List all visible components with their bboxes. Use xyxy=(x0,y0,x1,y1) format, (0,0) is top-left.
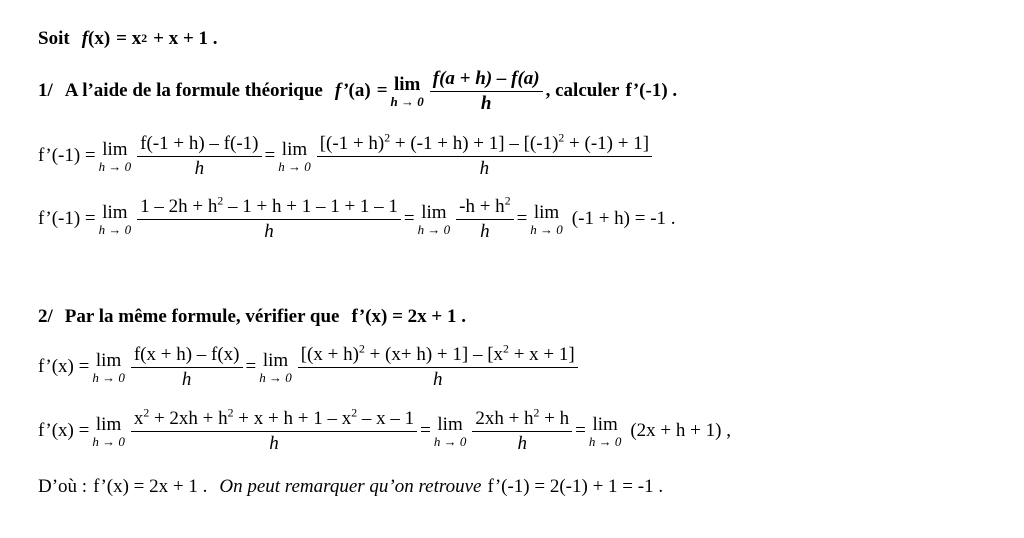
l2-eq: = xyxy=(403,208,415,230)
intro-rhs: = x xyxy=(116,28,142,49)
l4-limit-2: lim h → 0 xyxy=(433,413,467,449)
l2-result: (-1 + h) = -1 . xyxy=(571,208,676,230)
l2-eq-2: = xyxy=(516,208,528,230)
q2-text: Par la même formule, vérifier que xyxy=(64,306,340,327)
l1-limit-2: lim h → 0 xyxy=(278,138,311,174)
solution-line-1 xyxy=(38,133,655,180)
l4-eq-2: = xyxy=(575,420,586,442)
concl-remark: On peut remarquer qu’on retrouve xyxy=(219,476,482,497)
conclusion-line xyxy=(38,476,663,498)
l1-fraction-2: $\frac{[(-1 + h)^2 + (-1 + h) + 1] - [(-1)^2 + (-1) + 1]}{h}$ xyxy=(317,133,652,180)
q1-number: 1/ xyxy=(38,80,53,102)
question-2 xyxy=(38,306,466,328)
intro-soit: Soit xyxy=(38,28,70,49)
l4-fraction-2: $\frac{2xh + h^2 + h}{h}$ xyxy=(472,408,572,455)
l3-limit-2: lim h → 0 xyxy=(259,349,292,385)
q1-target: f’(-1) . xyxy=(625,80,678,102)
l3-eq: = xyxy=(245,356,257,378)
concl-check: f’(-1) = 2(-1) + 1 = -1 . xyxy=(487,476,664,497)
l3-fraction-2: $\frac{[(x + h)^2 + (x+ h) + 1] - [x^2 + x + 1]}{h}$ xyxy=(298,344,578,391)
l4-fraction-1: $\frac{x^2 + 2xh + h^2 + x + h + 1 - x^2 - x - 1}{h}$ xyxy=(131,408,417,455)
l2-limit: lim h → 0 xyxy=(98,201,132,237)
l2-lhs: f’(-1) = xyxy=(38,208,96,230)
l4-limit: lim h → 0 xyxy=(92,413,125,449)
l1-eq: = xyxy=(264,145,276,167)
l3-fraction-1: $\frac{f(x + h) - f(x)}{h}$ xyxy=(131,344,243,391)
q1-limit: lim h → 0 xyxy=(390,73,424,109)
l4-result: (2x + h + 1) , xyxy=(630,420,731,442)
concl-expr: f’(x) = 2x + 1 . xyxy=(93,476,208,497)
q2-expr: f’(x) = 2x + 1 . xyxy=(351,306,466,327)
l2-limit-3: lim h → 0 xyxy=(530,201,563,237)
l1-lhs: f’(-1) = xyxy=(38,145,96,167)
q1-fprime: f’ xyxy=(334,80,349,102)
l4-eq: = xyxy=(420,420,431,442)
question-1 xyxy=(38,68,677,115)
q1-fraction: $\frac{f(a + h) - f(a)}{h}$ xyxy=(430,68,543,115)
l2-limit-2: lim h → 0 xyxy=(417,201,451,237)
l2-fraction-1: $\frac{1 - 2h + h^2 - 1 + h + 1 - 1 + 1 - 1}{h}$ xyxy=(137,196,401,243)
intro-f: f xyxy=(81,28,89,49)
intro-rest: + x + 1 . xyxy=(153,28,218,49)
solution-line-4 xyxy=(38,408,731,455)
q1-text: A l’aide de la formule théorique xyxy=(64,80,323,102)
q1-calc: , calculer xyxy=(545,80,620,102)
l1-limit: lim h → 0 xyxy=(98,138,132,174)
l3-lhs: f’(x) = xyxy=(38,356,90,378)
intro-x: (x) xyxy=(88,28,111,49)
intro-line: Soit f (x) = x 2 + x + 1 . xyxy=(38,28,218,49)
solution-line-2 xyxy=(38,196,676,243)
l2-fraction-2: $\frac{-h + h^2}{h}$ xyxy=(456,196,513,243)
l3-limit: lim h → 0 xyxy=(92,349,125,385)
q1-eq: = xyxy=(376,80,388,102)
solution-line-3 xyxy=(38,344,581,391)
q1-a: (a) xyxy=(348,80,371,102)
q2-number: 2/ xyxy=(38,306,53,327)
concl-prefix: D’où : xyxy=(38,476,88,497)
l4-lhs: f’(x) = xyxy=(38,420,90,442)
l1-fraction-1: $\frac{f(-1 + h) - f(-1)}{h}$ xyxy=(137,133,261,180)
l4-limit-3: lim h → 0 xyxy=(588,413,622,449)
